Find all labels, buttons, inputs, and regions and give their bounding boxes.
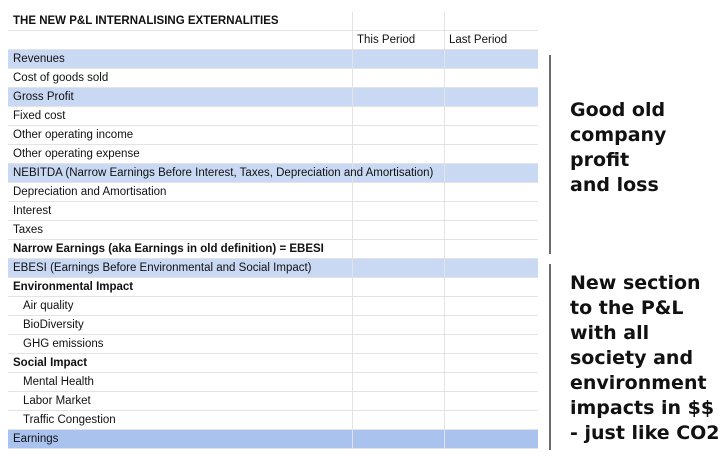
table-row[interactable]: [8, 373, 538, 392]
empty-cell[interactable]: [8, 31, 352, 49]
last-period-cell[interactable]: [444, 316, 538, 334]
last-period-cell[interactable]: [444, 88, 538, 106]
row-label[interactable]: Cost of goods sold: [13, 72, 109, 84]
this-period-cell[interactable]: [352, 430, 444, 448]
table-row[interactable]: [8, 259, 538, 278]
table-row[interactable]: [8, 354, 538, 373]
table-row[interactable]: [8, 430, 538, 449]
this-period-cell[interactable]: [352, 240, 444, 258]
table-row[interactable]: [8, 183, 538, 202]
empty-cell[interactable]: [352, 12, 444, 30]
row-label[interactable]: Interest: [13, 205, 52, 217]
this-period-cell[interactable]: [352, 145, 444, 163]
annotation-new-section: New section to the P&L with all society and environment impacts in $$ - just like CO2: [570, 272, 720, 444]
last-period-cell[interactable]: [444, 240, 538, 258]
annotation-old-pl: Good old company profit and loss: [570, 99, 667, 196]
this-period-cell[interactable]: [352, 392, 444, 410]
row-label[interactable]: Fixed cost: [13, 110, 66, 122]
last-period-cell[interactable]: [444, 50, 538, 68]
section-bracket-top: [549, 55, 551, 254]
table-row[interactable]: [8, 69, 538, 88]
row-label[interactable]: EBESI (Earnings Before Environmental and Social Impact): [13, 262, 312, 274]
row-label[interactable]: Labor Market: [23, 395, 91, 407]
last-period-cell[interactable]: [444, 373, 538, 391]
this-period-cell[interactable]: [352, 126, 444, 144]
row-label[interactable]: Depreciation and Amortisation: [13, 186, 167, 198]
table-row[interactable]: [8, 316, 538, 335]
row-label[interactable]: GHG emissions: [23, 338, 104, 350]
row-label[interactable]: Air quality: [23, 300, 74, 312]
this-period-cell[interactable]: [352, 354, 444, 372]
table-row[interactable]: [8, 145, 538, 164]
row-label[interactable]: Social Impact: [13, 357, 88, 369]
this-period-cell[interactable]: [352, 411, 444, 429]
last-period-cell[interactable]: [444, 183, 538, 201]
table-row[interactable]: [8, 335, 538, 354]
last-period-cell[interactable]: [444, 411, 538, 429]
row-label[interactable]: Taxes: [13, 224, 44, 236]
row-label[interactable]: Gross Profit: [13, 91, 74, 103]
spreadsheet: [8, 12, 538, 449]
table-row[interactable]: [8, 88, 538, 107]
table-row[interactable]: [8, 164, 538, 183]
section-bracket-bottom: [549, 264, 551, 450]
this-period-cell[interactable]: [352, 373, 444, 391]
row-label[interactable]: Narrow Earnings (aka Earnings in old definition) = EBESI: [13, 243, 324, 255]
last-period-cell[interactable]: [444, 354, 538, 372]
header-row[interactable]: [8, 31, 538, 50]
column-header-last-period[interactable]: Last Period: [444, 31, 538, 49]
last-period-cell[interactable]: [444, 259, 538, 277]
this-period-cell[interactable]: [352, 221, 444, 239]
table-row[interactable]: [8, 411, 538, 430]
table-row[interactable]: [8, 107, 538, 126]
last-period-cell[interactable]: [444, 430, 538, 448]
table-row[interactable]: [8, 221, 538, 240]
last-period-cell[interactable]: [444, 107, 538, 125]
table-row[interactable]: [8, 126, 538, 145]
last-period-cell[interactable]: [444, 278, 538, 296]
title-row[interactable]: [8, 12, 538, 31]
row-label[interactable]: Other operating income: [13, 129, 134, 141]
this-period-cell[interactable]: [352, 88, 444, 106]
this-period-cell[interactable]: [352, 278, 444, 296]
last-period-cell[interactable]: [444, 392, 538, 410]
last-period-cell[interactable]: [444, 69, 538, 87]
table-row[interactable]: [8, 50, 538, 69]
this-period-cell[interactable]: [352, 69, 444, 87]
this-period-cell[interactable]: [352, 316, 444, 334]
last-period-cell[interactable]: [444, 221, 538, 239]
this-period-cell[interactable]: [352, 297, 444, 315]
table-row[interactable]: [8, 278, 538, 297]
row-label[interactable]: Environmental Impact: [13, 281, 134, 293]
table-row[interactable]: [8, 240, 538, 259]
row-label[interactable]: Revenues: [13, 53, 65, 65]
row-label[interactable]: Traffic Congestion: [23, 414, 116, 426]
table-row[interactable]: [8, 392, 538, 411]
last-period-cell[interactable]: [444, 202, 538, 220]
row-label[interactable]: BioDiversity: [23, 319, 84, 331]
last-period-cell[interactable]: [444, 297, 538, 315]
this-period-cell[interactable]: [352, 107, 444, 125]
row-label[interactable]: NEBITDA (Narrow Earnings Before Interest, Taxes, Depreciation and Amortisation): [13, 167, 434, 179]
row-label[interactable]: Other operating expense: [13, 148, 140, 160]
row-label[interactable]: Earnings: [13, 433, 59, 445]
sheet-title: THE NEW P&L INTERNALISING EXTERNALITIES: [13, 15, 279, 27]
table-row[interactable]: [8, 202, 538, 221]
last-period-cell[interactable]: [444, 335, 538, 353]
table-row[interactable]: [8, 297, 538, 316]
last-period-cell[interactable]: [444, 164, 538, 182]
this-period-cell[interactable]: [352, 202, 444, 220]
this-period-cell[interactable]: [352, 259, 444, 277]
this-period-cell[interactable]: [352, 183, 444, 201]
this-period-cell[interactable]: [352, 335, 444, 353]
column-header-this-period[interactable]: This Period: [352, 31, 444, 49]
this-period-cell[interactable]: [352, 50, 444, 68]
last-period-cell[interactable]: [444, 126, 538, 144]
empty-cell[interactable]: [444, 12, 538, 30]
row-label[interactable]: Mental Health: [23, 376, 94, 388]
last-period-cell[interactable]: [444, 145, 538, 163]
